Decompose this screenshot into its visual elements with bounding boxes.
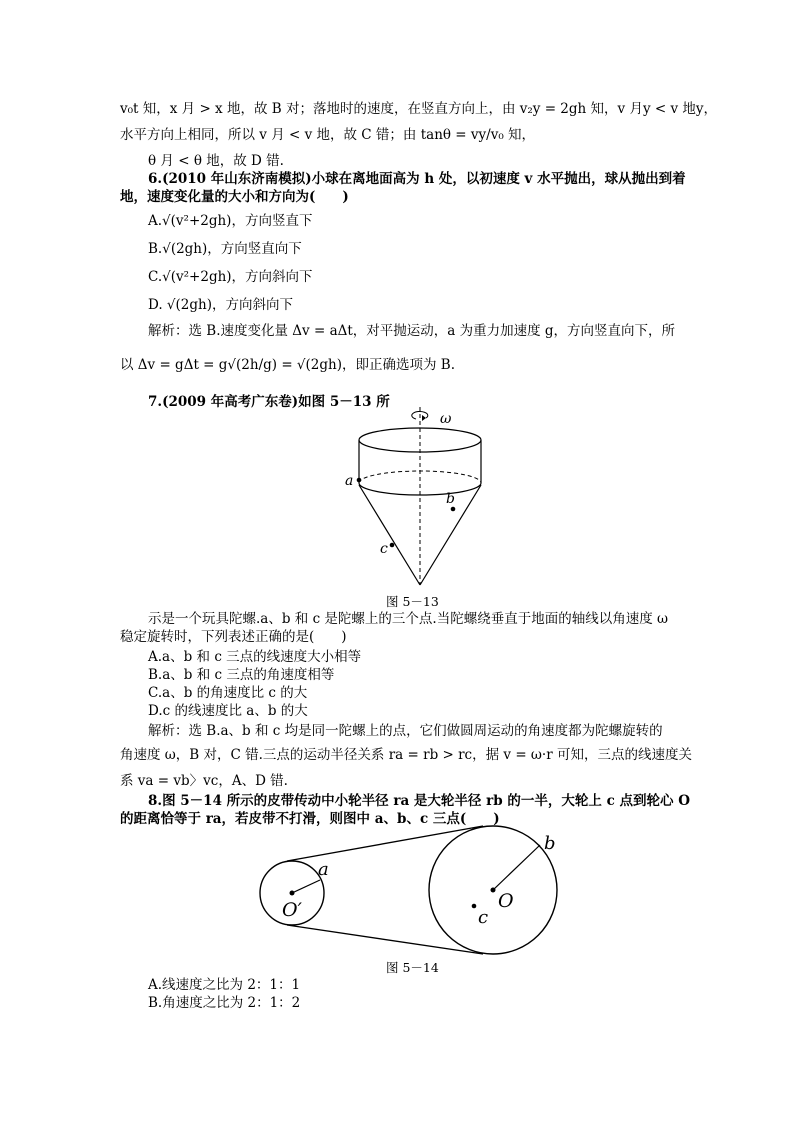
svg-text:b: b: [446, 491, 455, 507]
question-6-solution: 以 Δv = gΔt = g√(2h/g) = √(2gh)，即正确选项为 B.: [120, 357, 455, 373]
point-c: [472, 904, 477, 909]
figure-5-14-caption: 图 5－14: [386, 960, 439, 975]
svg-text:a: a: [345, 473, 354, 489]
question-8-stem: 的距离恰等于 ra，若皮带不打滑，则图中 a、b、c 三点( ): [120, 811, 500, 827]
question-6-option-c: C.√(v²+2gh)，方向斜向下: [148, 269, 313, 285]
omega-label: ω: [440, 411, 452, 427]
question-7-option-a: A.a、b 和 c 三点的线速度大小相等: [148, 649, 362, 665]
point-c-label: c: [478, 907, 489, 928]
svg-text:O′: O′: [282, 899, 302, 921]
text-line: v₀t 知，x 月 > x 地，故 B 对；落地时的速度，在竖直方向上，由 v₂y = 2gh 知，v 月y < v 地y，: [120, 101, 718, 117]
question-7-solution: 角速度 ω，B 对，C 错.三点的运动半径关系 ra = rb > rc，据 v = ω·r 可知，三点的线速度关: [120, 747, 692, 763]
question-6-stem: 地，速度变化量的大小和方向为( ): [120, 189, 349, 205]
question-6-option-b: B.√(2gh)，方向竖直向下: [148, 241, 302, 257]
question-8-option-b: B.角速度之比为 2：1：2: [148, 995, 301, 1011]
question-6-solution: 解析：选 B.速度变化量 Δv = aΔt，对平抛运动，a 为重力加速度 g，方向竖直向下，所: [148, 323, 676, 339]
question-7-option-d: D.c 的线速度比 a、b 的大: [148, 703, 308, 719]
text-line: θ 月 < θ 地，故 D 错.: [148, 153, 284, 169]
figure-5-13-top-diagram: [340, 405, 490, 590]
question-7-option-c: C.a、b 的角速度比 c 的大: [148, 685, 308, 701]
point-a-label: a: [318, 859, 329, 880]
question-8-option-a: A.线速度之比为 2：1：1: [148, 977, 301, 993]
belt-bottom: [287, 925, 483, 954]
question-7-option-b: B.a、b 和 c 三点的角速度相等: [148, 667, 335, 683]
question-7-stem: 稳定旋转时，下列表述正确的是( ): [120, 629, 347, 645]
svg-text:O: O: [498, 890, 514, 912]
text-line: 水平方向上相同，所以 v 月 < v 地，故 C 错；由 tanθ = vy/v₀ 知，: [120, 127, 536, 143]
point-b: [451, 507, 456, 512]
question-6-stem: 6.(2010 年山东济南模拟)小球在离地面高为 h 处，以初速度 v 水平抛出，球从抛出到着: [148, 171, 686, 187]
question-6-option-a: A.√(v²+2gh)，方向竖直下: [148, 213, 313, 229]
question-7-stem: 7.(2009 年高考广东卷)如图 5－13 所: [148, 394, 390, 410]
point-c: [390, 543, 395, 548]
figure-5-13-caption: 图 5－13: [386, 594, 439, 609]
question-6-option-d: D. √(2gh)，方向斜向下: [148, 297, 293, 313]
svg-text:c: c: [380, 541, 388, 557]
center-o-prime: [290, 891, 295, 896]
question-8-stem: 8.图 5－14 所示的皮带传动中小轮半径 ra 是大轮半径 rb 的一半，大轮上 c 点到轮心 O: [148, 793, 690, 809]
point-b-label: b: [544, 833, 556, 854]
point-a: [357, 478, 362, 483]
question-7-stem: 示是一个玩具陀螺.a、b 和 c 是陀螺上的三个点.当陀螺绕垂直于地面的轴线以角速度 ω: [148, 611, 669, 627]
question-7-solution: 系 va = vb〉vc，A、D 错.: [120, 773, 288, 789]
question-7-solution: 解析：选 B.a、b 和 c 均是同一陀螺上的点，它们做圆周运动的角速度都为陀螺旋转的: [148, 723, 663, 739]
belt-top: [287, 826, 483, 861]
figure-5-14-belt-drive-diagram: [250, 825, 565, 960]
center-o: [491, 888, 496, 893]
